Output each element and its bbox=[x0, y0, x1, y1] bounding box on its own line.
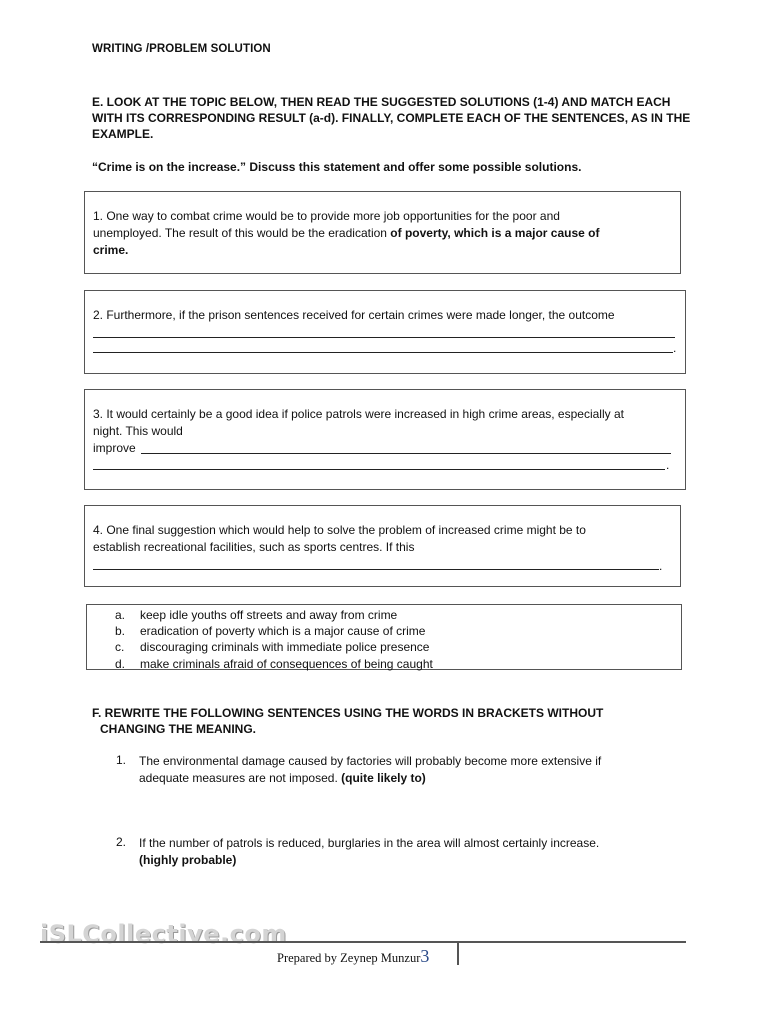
result-letter: d. bbox=[115, 656, 126, 671]
rewrite-sentence-1 bbox=[139, 753, 659, 787]
solution-2-line: 2. Furthermore, if the prison sentences received for certain crimes were made longer, the outcome bbox=[93, 308, 615, 322]
solution-box-2 bbox=[84, 290, 686, 374]
item-number: 2. bbox=[116, 835, 127, 849]
solution-1-line bbox=[93, 225, 680, 242]
page-header: WRITING /PROBLEM SOLUTION bbox=[92, 43, 271, 55]
solution-3-line: improve bbox=[93, 441, 136, 455]
solution-4-line: 4. One final suggestion which would help to solve the problem of increased crime might be to bbox=[93, 523, 586, 537]
solution-box-4 bbox=[84, 505, 681, 587]
section-f-heading bbox=[92, 705, 692, 737]
result-text: make criminals afraid of consequences of being caught bbox=[140, 656, 433, 671]
solution-box-3 bbox=[84, 389, 686, 490]
solution-3-line: 3. It would certainly be a good idea if police patrols were increased in high crime areas, especially at bbox=[93, 407, 624, 421]
end-mark: . bbox=[659, 559, 663, 573]
end-mark: . bbox=[673, 341, 677, 355]
essay-topic: “Crime is on the increase.” Discuss this statement and offer some possible solutions. bbox=[92, 160, 582, 174]
list-item bbox=[87, 623, 681, 639]
footer-credit bbox=[277, 946, 429, 967]
bracket-words: (highly probable) bbox=[139, 853, 237, 867]
bracket-words: (quite likely to) bbox=[341, 771, 426, 785]
item-number: 1. bbox=[116, 753, 127, 767]
watermark-logo: iSLCollective.com bbox=[40, 920, 287, 948]
instruction-line: WITH ITS CORRESPONDING RESULT (a-d). FINALLY, COMPLETE EACH OF THE SENTENCES, AS IN THE bbox=[92, 111, 691, 125]
section-e-instructions bbox=[92, 94, 692, 142]
sentence-line: If the number of patrols is reduced, burglaries in the area will almost certainly increase. bbox=[139, 836, 600, 850]
result-text: keep idle youths off streets and away from crime bbox=[140, 608, 398, 622]
section-f-heading-line: F. REWRITE THE FOLLOWING SENTENCES USING THE WORDS IN BRACKETS WITHOUT bbox=[92, 706, 604, 720]
solution-1-line: 1. One way to combat crime would be to provide more job opportunities for the poor and bbox=[93, 209, 560, 223]
footer-divider-vertical bbox=[457, 943, 459, 965]
result-letter: c. bbox=[115, 640, 125, 655]
answer-line[interactable] bbox=[93, 569, 659, 570]
solution-4-line: establish recreational facilities, such as sports centres. If this bbox=[93, 540, 415, 554]
solution-3-line: night. This would bbox=[93, 424, 183, 438]
section-f-heading-line: CHANGING THE MEANING. bbox=[100, 722, 256, 736]
result-text: eradication of poverty which is a major cause of crime bbox=[140, 624, 426, 639]
solution-box-1 bbox=[84, 191, 681, 274]
results-list bbox=[86, 604, 682, 670]
sentence-text: adequate measures are not imposed. bbox=[139, 771, 342, 785]
result-letter: b. bbox=[115, 624, 126, 639]
instruction-line: E. LOOK AT THE TOPIC BELOW, THEN READ THE SUGGESTED SOLUTIONS (1-4) AND MATCH EACH bbox=[92, 95, 671, 109]
list-item bbox=[87, 639, 681, 655]
answer-line[interactable] bbox=[93, 337, 675, 338]
result-letter: a. bbox=[115, 608, 126, 622]
footer-divider bbox=[40, 941, 686, 943]
solution-1-text: unemployed. The result of this would be the eradication bbox=[93, 226, 391, 240]
rewrite-sentence-2 bbox=[139, 835, 659, 869]
instruction-line: EXAMPLE. bbox=[92, 127, 154, 141]
answer-line[interactable] bbox=[141, 453, 671, 454]
answer-line[interactable] bbox=[93, 469, 665, 470]
prepared-by-text: Prepared by Zeynep Munzur bbox=[277, 951, 421, 965]
answer-line[interactable] bbox=[93, 352, 673, 353]
result-text: discouraging criminals with immediate police presence bbox=[140, 640, 430, 655]
sentence-line: The environmental damage caused by factories will probably become more extensive if bbox=[139, 754, 602, 768]
solution-1-answer-end: crime. bbox=[93, 243, 129, 257]
page-number: 3 bbox=[420, 946, 430, 966]
list-item bbox=[87, 607, 681, 623]
end-mark: . bbox=[666, 458, 670, 472]
list-item bbox=[87, 656, 681, 672]
solution-1-answer: of poverty, which is a major cause of bbox=[390, 226, 600, 240]
sentence-line bbox=[139, 770, 659, 787]
